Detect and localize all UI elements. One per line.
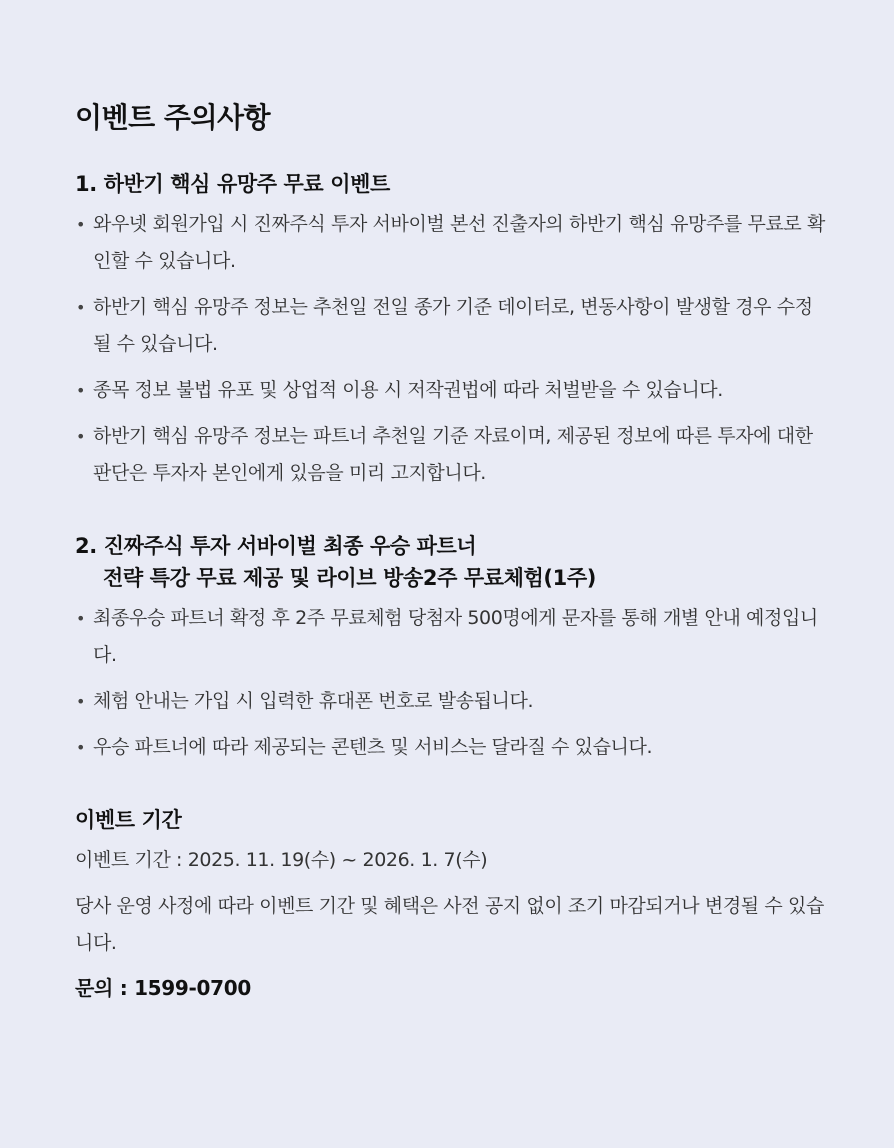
list-item-text: 하반기 핵심 유망주 정보는 추천일 전일 종가 기준 데이터로, 변동사항이 발생할 경우 수정될 수 있습니다. xyxy=(93,296,813,355)
page-title: 이벤트 주의사항 xyxy=(75,101,271,134)
bullet-icon: • xyxy=(76,381,86,400)
list-item xyxy=(75,729,830,766)
bullet-list xyxy=(75,206,830,492)
section-heading xyxy=(75,168,830,200)
bullet-icon: • xyxy=(76,427,86,446)
section-free-stock-event xyxy=(75,168,830,492)
list-item-text: 와우넷 회원가입 시 진짜주식 투자 서바이벌 본선 진출자의 하반기 핵심 유망주를 무료로 확인할 수 있습니다. xyxy=(93,213,825,272)
list-item xyxy=(75,372,830,409)
list-item-text: 최종우승 파트너 확정 후 2주 무료체험 당첨자 500명에게 문자를 통해 개별 안내 예정입니다. xyxy=(93,607,818,666)
bullet-icon: • xyxy=(76,215,86,234)
list-item-text: 하반기 핵심 유망주 정보는 파트너 추천일 기준 자료이며, 제공된 정보에 따른 투자에 대한 판단은 투자자 본인에게 있음을 미리 고지합니다. xyxy=(93,425,813,484)
bullet-icon: • xyxy=(76,298,86,317)
event-period-section xyxy=(75,804,830,1005)
list-item-text: 체험 안내는 가입 시 입력한 휴대폰 번호로 발송됩니다. xyxy=(93,690,534,712)
bullet-list xyxy=(75,600,830,766)
list-item xyxy=(75,418,830,492)
bullet-icon: • xyxy=(76,738,86,757)
list-item xyxy=(75,600,830,674)
bullet-icon: • xyxy=(76,692,86,711)
section-winner-partner xyxy=(75,530,830,766)
section-heading-line1: 1. 하반기 핵심 유망주 무료 이벤트 xyxy=(75,172,390,196)
list-item-text: 우승 파트너에 따라 제공되는 콘텐츠 및 서비스는 달라질 수 있습니다. xyxy=(93,736,653,758)
section-heading-line1: 2. 진짜주식 투자 서바이벌 최종 우승 파트너 xyxy=(75,534,477,558)
section-heading-line2: 전략 특강 무료 제공 및 라이브 방송2주 무료체험(1주) xyxy=(103,566,596,590)
list-item-text: 종목 정보 불법 유포 및 상업적 이용 시 저작권법에 따라 처벌받을 수 있습니다. xyxy=(93,379,723,401)
section-heading xyxy=(75,530,830,594)
notice-container xyxy=(75,98,830,1005)
event-period-heading: 이벤트 기간 xyxy=(75,808,182,832)
contact-phone: 문의 : 1599-0700 xyxy=(75,976,251,1000)
event-period-notice: 당사 운영 사정에 따라 이벤트 기간 및 혜택은 사전 공지 없이 조기 마감되거나 변경될 수 있습니다. xyxy=(75,895,824,954)
bullet-icon: • xyxy=(76,609,86,628)
list-item xyxy=(75,289,830,363)
event-period-dates: 이벤트 기간 : 2025. 11. 19(수) ~ 2026. 1. 7(수) xyxy=(75,849,488,871)
list-item xyxy=(75,206,830,280)
list-item xyxy=(75,683,830,720)
